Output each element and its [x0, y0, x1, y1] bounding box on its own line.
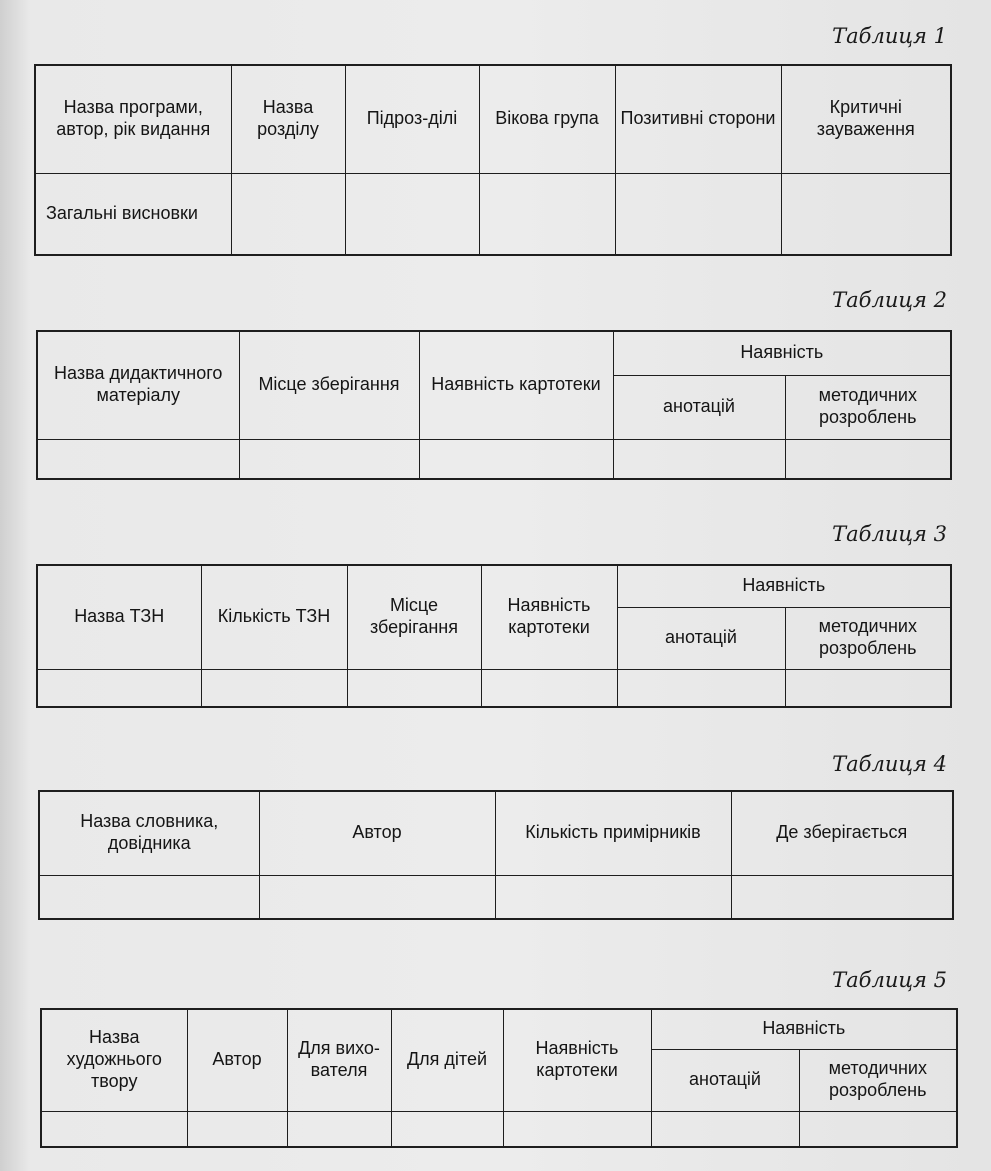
table1-empty-cell — [781, 173, 951, 255]
table3-caption: Таблиця 3 — [832, 522, 947, 546]
table5-empty-cell — [503, 1111, 651, 1147]
table3-header-count: Кількість ТЗН — [201, 565, 347, 669]
table3-empty-cell — [347, 669, 481, 707]
table3-header-name: Назва ТЗН — [37, 565, 201, 669]
table3-header-catalog: Наявність картотеки — [481, 565, 617, 669]
table3-empty-cell — [481, 669, 617, 707]
table2-header-methodical: методичних розроблень — [785, 375, 951, 439]
table5-empty-cell — [391, 1111, 503, 1147]
table1-header-critical: Критичні зауваження — [781, 65, 951, 173]
table2-empty-cell — [37, 439, 239, 479]
table2-empty-cell — [785, 439, 951, 479]
table5-header-author: Автор — [187, 1009, 287, 1111]
table4-header-author: Автор — [259, 791, 495, 875]
table1-empty-cell — [345, 173, 479, 255]
table4-header-location: Де зберігається — [731, 791, 953, 875]
table5-header-children: Для дітей — [391, 1009, 503, 1111]
table2 — [36, 330, 952, 480]
table1-header-age-group: Вікова група — [479, 65, 615, 173]
table3-empty-cell — [201, 669, 347, 707]
table3-empty-cell — [785, 669, 951, 707]
table4-header-copies: Кількість примірників — [495, 791, 731, 875]
bleed-through-text — [255, 6, 259, 24]
table5-empty-cell — [41, 1111, 187, 1147]
table1-header-positive: Позитивні сторони — [615, 65, 781, 173]
table1-header-program: Назва програми, автор, рік видання — [35, 65, 231, 173]
table3-empty-cell — [37, 669, 201, 707]
table2-header-catalog: Наявність картотеки — [419, 331, 613, 439]
table2-header-name: Назва дидактичного матеріалу — [37, 331, 239, 439]
table3-header-methodical: методичних розроблень — [785, 607, 951, 669]
table5-empty-cell — [187, 1111, 287, 1147]
table4-empty-cell — [495, 875, 731, 919]
table4 — [38, 790, 954, 920]
table2-header-presence: Наявність — [613, 331, 951, 375]
table2-caption: Таблиця 2 — [832, 288, 947, 312]
table1-empty-cell — [479, 173, 615, 255]
table1-header-subsections: Підроз-ділі — [345, 65, 479, 173]
table5-header-catalog: Наявність картотеки — [503, 1009, 651, 1111]
table4-caption: Таблиця 4 — [832, 752, 947, 776]
table1-header-section: Назва розділу — [231, 65, 345, 173]
table2-empty-cell — [419, 439, 613, 479]
table2-empty-cell — [239, 439, 419, 479]
table1-conclusion: Загальні висновки — [35, 173, 231, 255]
table5-header-name: Назва художнього твору — [41, 1009, 187, 1111]
table3-header-annotations: анотацій — [617, 607, 785, 669]
table3-empty-cell — [617, 669, 785, 707]
table3-header-presence: Наявність — [617, 565, 951, 607]
table5-caption: Таблиця 5 — [832, 968, 947, 992]
table5-header-presence: Наявність — [651, 1009, 957, 1049]
table4-empty-cell — [731, 875, 953, 919]
table1-empty-cell — [615, 173, 781, 255]
table3 — [36, 564, 952, 708]
table5-empty-cell — [799, 1111, 957, 1147]
table4-empty-cell — [259, 875, 495, 919]
table1 — [34, 64, 952, 256]
table5-empty-cell — [287, 1111, 391, 1147]
table5-empty-cell — [651, 1111, 799, 1147]
table4-header-dictionary: Назва словника, довідника — [39, 791, 259, 875]
table3-header-place: Місце зберігання — [347, 565, 481, 669]
table1-caption: Таблиця 1 — [832, 24, 947, 48]
table5-header-educator: Для вихо-вателя — [287, 1009, 391, 1111]
table5-header-methodical: методичних розроблень — [799, 1049, 957, 1111]
table2-empty-cell — [613, 439, 785, 479]
table2-header-annotations: анотацій — [613, 375, 785, 439]
table1-empty-cell — [231, 173, 345, 255]
table2-header-place: Місце зберігання — [239, 331, 419, 439]
table5 — [40, 1008, 958, 1148]
table4-empty-cell — [39, 875, 259, 919]
table5-header-annotations: анотацій — [651, 1049, 799, 1111]
